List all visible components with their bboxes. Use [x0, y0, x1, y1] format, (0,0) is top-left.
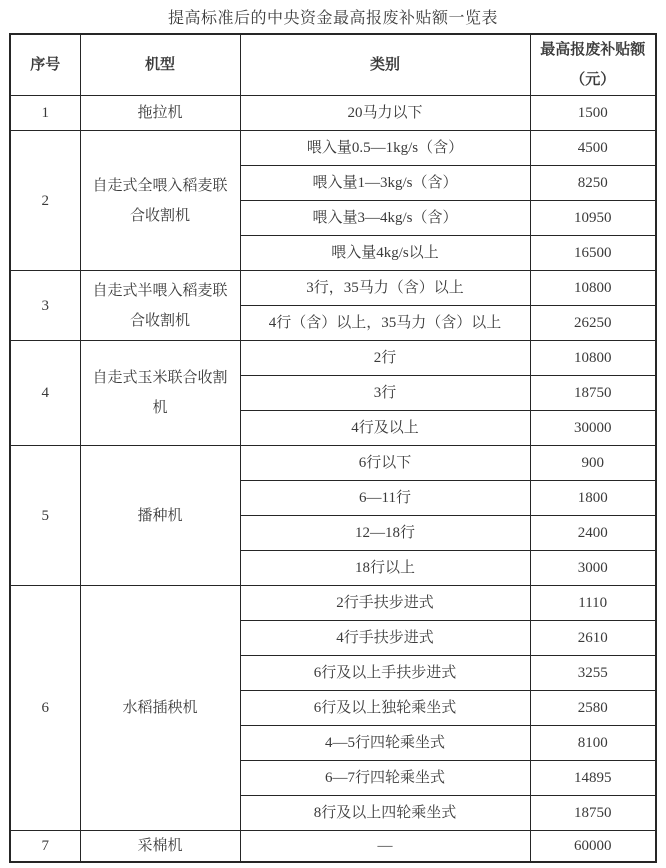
table-row: [10, 96, 656, 131]
machine-cell: 自走式玉米联合收割机: [80, 341, 240, 446]
category-cell: 4—5行四轮乘坐式: [240, 726, 530, 761]
category-cell: 12—18行: [240, 516, 530, 551]
amount-cell: 18750: [530, 796, 656, 831]
amount-cell: 1800: [530, 481, 656, 516]
amount-cell: 10800: [530, 271, 656, 306]
category-cell: 喂入量3—4kg/s（含）: [240, 201, 530, 236]
no-cell: 3: [10, 271, 80, 341]
amount-cell: 60000: [530, 831, 656, 863]
table-row: [10, 586, 656, 621]
amount-cell: 8100: [530, 726, 656, 761]
category-cell: 6行以下: [240, 446, 530, 481]
amount-cell: 2580: [530, 691, 656, 726]
category-cell: 6行及以上手扶步进式: [240, 656, 530, 691]
table-header-row: [10, 34, 656, 96]
machine-cell: 水稻插秧机: [80, 586, 240, 831]
table-row: [10, 131, 656, 166]
column-header-category: 类别: [240, 34, 530, 96]
machine-cell: 拖拉机: [80, 96, 240, 131]
category-cell: 8行及以上四轮乘坐式: [240, 796, 530, 831]
machine-cell: 采棉机: [80, 831, 240, 863]
category-cell: 2行手扶步进式: [240, 586, 530, 621]
category-cell: —: [240, 831, 530, 863]
table-row: [10, 271, 656, 306]
category-cell: 喂入量4kg/s以上: [240, 236, 530, 271]
category-cell: 20马力以下: [240, 96, 530, 131]
amount-cell: 30000: [530, 411, 656, 446]
category-cell: 3行，35马力（含）以上: [240, 271, 530, 306]
subsidy-table: [9, 33, 657, 863]
no-cell: 4: [10, 341, 80, 446]
amount-cell: 2610: [530, 621, 656, 656]
category-cell: 4行手扶步进式: [240, 621, 530, 656]
amount-cell: 1500: [530, 96, 656, 131]
amount-cell: 10950: [530, 201, 656, 236]
table-row: [10, 446, 656, 481]
category-cell: 喂入量0.5—1kg/s（含）: [240, 131, 530, 166]
amount-cell: 10800: [530, 341, 656, 376]
page-title: 提高标准后的中央资金最高报废补贴额一览表: [167, 10, 498, 27]
amount-cell: 1110: [530, 586, 656, 621]
category-cell: 6行及以上独轮乘坐式: [240, 691, 530, 726]
category-cell: 6—11行: [240, 481, 530, 516]
amount-cell: 16500: [530, 236, 656, 271]
table-row: [10, 341, 656, 376]
column-header-no: 序号: [10, 34, 80, 96]
category-cell: 6—7行四轮乘坐式: [240, 761, 530, 796]
no-cell: 5: [10, 446, 80, 586]
no-cell: 6: [10, 586, 80, 831]
amount-cell: 4500: [530, 131, 656, 166]
no-cell: 2: [10, 131, 80, 271]
category-cell: 4行及以上: [240, 411, 530, 446]
amount-cell: 900: [530, 446, 656, 481]
column-header-amount: 最高报废补贴额（元）: [530, 34, 656, 96]
table-row: [10, 831, 656, 863]
amount-cell: 14895: [530, 761, 656, 796]
category-cell: 3行: [240, 376, 530, 411]
machine-cell: 自走式全喂入稻麦联合收割机: [80, 131, 240, 271]
category-cell: 喂入量1—3kg/s（含）: [240, 166, 530, 201]
amount-cell: 18750: [530, 376, 656, 411]
category-cell: 4行（含）以上，35马力（含）以上: [240, 306, 530, 341]
machine-cell: 播种机: [80, 446, 240, 586]
machine-cell: 自走式半喂入稻麦联合收割机: [80, 271, 240, 341]
amount-cell: 3255: [530, 656, 656, 691]
amount-cell: 26250: [530, 306, 656, 341]
no-cell: 7: [10, 831, 80, 863]
no-cell: 1: [10, 96, 80, 131]
column-header-machine: 机型: [80, 34, 240, 96]
category-cell: 18行以上: [240, 551, 530, 586]
amount-cell: 3000: [530, 551, 656, 586]
amount-cell: 8250: [530, 166, 656, 201]
category-cell: 2行: [240, 341, 530, 376]
amount-cell: 2400: [530, 516, 656, 551]
